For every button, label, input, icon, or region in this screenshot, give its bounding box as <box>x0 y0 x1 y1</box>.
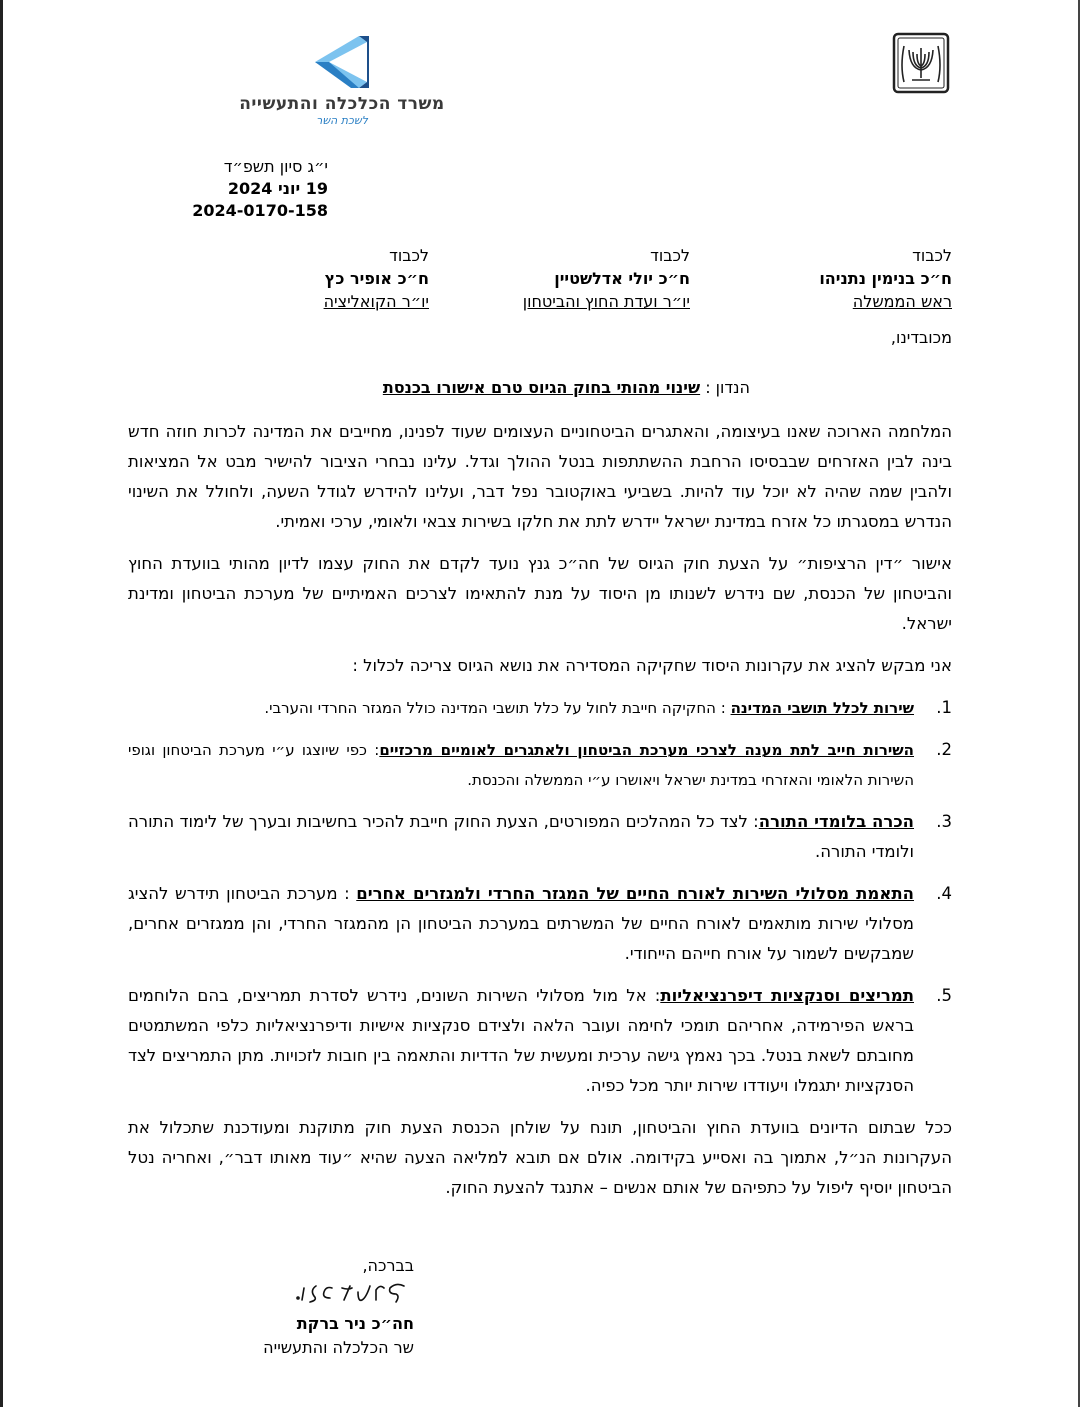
principle-item <box>128 981 952 1101</box>
principle-title: התאמת מסלולי השירות לאורח החיים של המגזר החרדי ולמגזרים אחרים <box>356 884 914 903</box>
recipient-honor: לכבוד <box>650 246 690 265</box>
signatory-name: חה״כ ניר ברקת <box>296 1314 414 1333</box>
principle-number: 1. <box>936 698 952 717</box>
recipient-committee-chair <box>523 244 690 313</box>
principle-text: לצד כל המהלכים המפורטים, הצעת החוק חייבת להכיר בחשיבות ובערך של לימוד התורה ולומדי התורה. <box>128 812 914 861</box>
principle-number: 5. <box>936 986 952 1005</box>
recipient-role: יו״ר הקואליציה <box>323 292 429 311</box>
recipient-role: ראש הממשלה <box>852 292 952 311</box>
ministry-office: לשכת השר <box>316 114 368 127</box>
recipient-honor: לכבוד <box>389 246 429 265</box>
ministry-logo <box>222 32 462 132</box>
principle-separator: : <box>367 741 380 759</box>
principle-text: החקיקה חייבת לחול על כלל תושבי המדינה כולל המגזר החרדי והערבי. <box>264 699 716 717</box>
reference-number: 2024-0170-158 <box>192 201 328 220</box>
principle-item <box>128 879 952 969</box>
signatory-title: שר הכלכלה והתעשייה <box>263 1338 414 1357</box>
subject-label: הנדון : <box>705 378 750 397</box>
principle-separator: : <box>747 812 759 831</box>
letter-body <box>128 417 952 1215</box>
greeting: מכובדינו, <box>890 328 952 347</box>
recipient-name: ח״כ אופיר כץ <box>324 269 429 288</box>
subject-text: שינוי מהותי בחוק הגיוס טרם אישורו בכנסת <box>382 378 701 397</box>
principle-text: מערכת הביטחון תידרש להציג מסלולי שירות מותאמים לאורח החיים של המשרתים במערכת הביטחון הן מהמגזר החרדי, והן ממגזרים אחרים, שמבקשים לשמור על אורח חייהם הייחודי. <box>128 884 914 963</box>
principles-intro: אני מבקש להציג את עקרונות היסוד שחקיקה המסדירה את נושא הגיוס צריכה לכלול : <box>352 656 952 675</box>
recipients <box>128 244 952 314</box>
state-emblem-icon <box>890 32 952 94</box>
regards: בברכה, <box>362 1256 414 1275</box>
principle-number: 4. <box>936 884 952 903</box>
paragraph-continuity: אישור ״דין הרציפות״ על הצעת חוק הגיוס של חה״כ גנץ נועד לקדם את החוק עצמו לדיון מהותי בוועדת החוץ והביטחון של הכנסת, שם נידרש לשנותו מן היסוד על מנת להתאימו לצרכים האמיתיים של מערכת הביטחון ומדינת ישראל. <box>128 554 952 633</box>
paragraph-intro: המלחמה הארוכה שאנו בעיצומה, והאתגרים הביטחוניים העצומים שעוד לפנינו, מחייבים את המדינה לכרות חוזה חדש בינה לבין האזרחים שבבסיסו הרחבת ההשתתפות בנטל ההולך וגדל. עלינו נבחרי הציבור להישיר מבט אל המציאות ולהבין שמה שהיה לא יוכל עוד להיות. בשביעי באוקטובר נפל דבר, ועלינו להידרש לגודל השעה, ולחולל את השינוי הנדרש במסגרתו כל אזרח במדינת ישראל יידרש לתת את חלקו בשירות צבאי ולאומי, ערכי ואמיתי. <box>128 422 952 531</box>
subject-line <box>383 378 750 397</box>
closing-block <box>234 1254 414 1360</box>
principle-title: הכרה בלומדי התורה <box>758 812 915 831</box>
principle-item <box>128 735 952 795</box>
recipient-name: ח״כ יולי אדלשטיין <box>554 269 690 288</box>
ministry-name: משרד הכלכלה והתעשייה <box>239 94 445 114</box>
recipient-pm <box>819 244 952 313</box>
principle-number: 3. <box>936 812 952 831</box>
date-block <box>128 156 328 222</box>
principle-separator: : <box>646 986 661 1005</box>
principle-item <box>128 693 952 723</box>
recipient-role: יו״ר ועדת החוץ והביטחון <box>522 292 690 311</box>
ministry-triangle-icon <box>307 32 377 92</box>
principle-separator: : <box>337 884 357 903</box>
handwritten-signature <box>234 1278 414 1312</box>
principle-title: השירות חייב לתת מענה לצרכי מערכת הביטחון ולאתגרים לאומיים מרכזיים <box>379 741 914 759</box>
recipient-name: ח״כ בנימין נתניהו <box>819 269 952 288</box>
paragraph-conclusion: ככל שבתום הדיונים בוועדת החוץ והביטחון, תונח על שולחן הכנסת הצעת חוק מתוקנת ומעודכנת שתכלול את העקרונות הנ״ל, אתמוך בה ואסייע בקידומה. אולם אם תובא למליאה הצעה שהיא ״עוד מאותו דבר״, ואחריה נטל הביטחון יוסיף ליפול על כתפיהם של אותם אנשים – אתנגד להצעת החוק. <box>128 1118 952 1197</box>
hebrew-date: י״ג סיון תשפ״ד <box>223 157 328 176</box>
recipient-coalition-chair <box>324 244 429 313</box>
principle-text: אל מול מסלולי השירות השונים, נידרש לסדרת תמריצים, בהם הלוחמים בראש הפירמידה, אחריהם תומכי לחימה ועובר הלאה ולצידם סנקציות אישיות ודיפרנציאליות כלפי המשתמטים מחובתם לשאת בנטל. בכך נאמץ גישה ערכית ומעשית של הדדיות והתאמה בין חובות לזכויות. מתן התמריצים לצד הסנקציות יתגמלו ויעודדו שירות יותר מכל כפיה. <box>128 986 914 1095</box>
principle-separator: : <box>715 699 731 717</box>
recipient-honor: לכבוד <box>912 246 952 265</box>
principle-title: שירות לכלל תושבי המדינה <box>730 699 914 717</box>
principle-text: כפי שיוצגו ע״י מערכת הביטחון וגופי השירות הלאומי והאזרחי במדינת ישראל ויאושרו ע״י הממשלה והכנסת. <box>128 741 914 789</box>
gregorian-date: 19 יוני 2024 <box>227 179 328 198</box>
principle-number: 2. <box>936 740 952 759</box>
principle-item <box>128 807 952 867</box>
principle-title: תמריצים וסנקציות דיפרנציאליות <box>660 986 914 1005</box>
